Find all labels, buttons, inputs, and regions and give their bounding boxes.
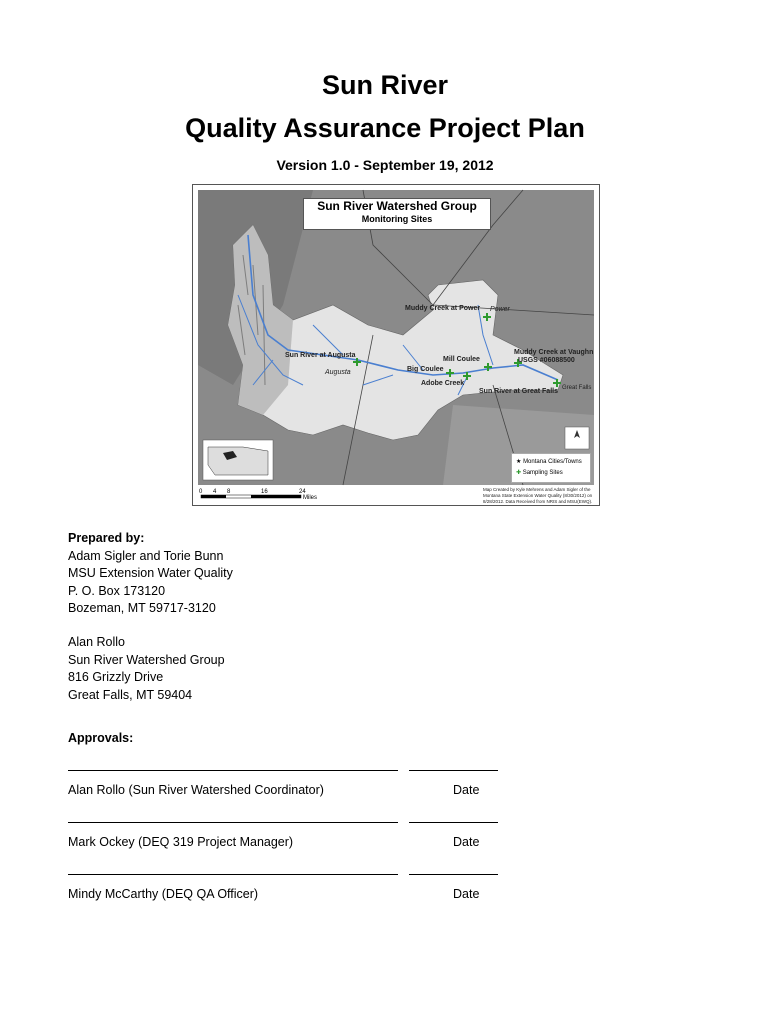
document-title-line2: Quality Assurance Project Plan (185, 113, 585, 143)
signer-name: Alan Rollo (Sun River Watershed Coordinator) (68, 783, 324, 797)
address-line: Alan Rollo (68, 635, 125, 649)
map-label: Muddy Creek at Vaughn (514, 349, 594, 356)
address-line: Adam Sigler and Torie Bunn (68, 548, 224, 563)
signature-line (68, 874, 498, 875)
map-label: Mill Coulee (443, 356, 480, 363)
map-label: Sun River at Great Falls (479, 388, 558, 395)
map-label: USGS #06088500 (518, 357, 575, 364)
map-label: Muddy Creek at Power (405, 305, 481, 312)
signer-name: Mindy McCarthy (DEQ QA Officer) (68, 887, 259, 901)
legend-towns: ★ Montana Cities/Towns (516, 459, 582, 465)
map-label: Great Falls (562, 385, 592, 391)
address-line: MSU Extension Water Quality (68, 566, 233, 580)
date-label: Date (453, 835, 480, 849)
address-line: 816 Grizzly Drive (68, 670, 164, 684)
document-title-line1: Sun River (321, 70, 449, 100)
map-title-box (303, 198, 491, 230)
map-credit: Map Created by Kyle Mehrens and Adam Sigler of the Montana State Extension Water Quality (8/30/2012) on 8/28/2012. Data Received from NRIS and MSU(EWQ). (483, 487, 593, 504)
date-label: Date (453, 887, 480, 901)
map-title: Sun River Watershed Group (317, 199, 477, 213)
watershed-map: Sun River Watershed Group Monitoring Sites Muddy Creek at Power Power Sun River at Augusta Augusta Mill Coulee Muddy Creek at Vaughn USGS #06088500 Big Coulee Adobe Creek Sun River at Great Falls Great Falls ★ Montana Cities/Towns ✚ Sampling Sites 0 4 8 16 24 Miles Map Created by Kyle Mehrens and Adam Sigler of the Montana State Extension Water Quality (8/30/2012) on 8/28/2012. Data Received from NRIS and MSU(EWQ). (192, 184, 600, 506)
map-label: Sun River at Augusta (285, 352, 356, 359)
date-label: Date (453, 783, 480, 797)
legend-sites: ✚ Sampling Sites (516, 470, 563, 476)
signature-line (68, 770, 498, 771)
star-icon: ★ (516, 459, 522, 465)
address-line: P. O. Box 173120 (68, 583, 166, 598)
address-line: Great Falls, MT 59404 (68, 687, 193, 702)
map-label: Augusta (325, 369, 351, 376)
map-subtitle: Monitoring Sites (361, 214, 433, 224)
cross-icon: ✚ (516, 470, 522, 476)
address-line: Bozeman, MT 59717-3120 (68, 601, 216, 615)
prepared-by-section (68, 530, 233, 618)
map-legend (511, 453, 591, 483)
address-line: Sun River Watershed Group (68, 652, 225, 667)
signer-name: Mark Ockey (DEQ 319 Project Manager) (68, 835, 294, 849)
signature-line (68, 822, 498, 823)
map-label: Power (490, 306, 510, 313)
version-line: Version 1.0 - September 19, 2012 (276, 157, 494, 173)
map-label: Big Coulee (407, 366, 444, 373)
prepared-heading: Prepared by: (68, 531, 145, 545)
contact-section (68, 634, 225, 704)
approvals-heading: Approvals: (68, 731, 134, 745)
map-label: Adobe Creek (421, 380, 465, 387)
